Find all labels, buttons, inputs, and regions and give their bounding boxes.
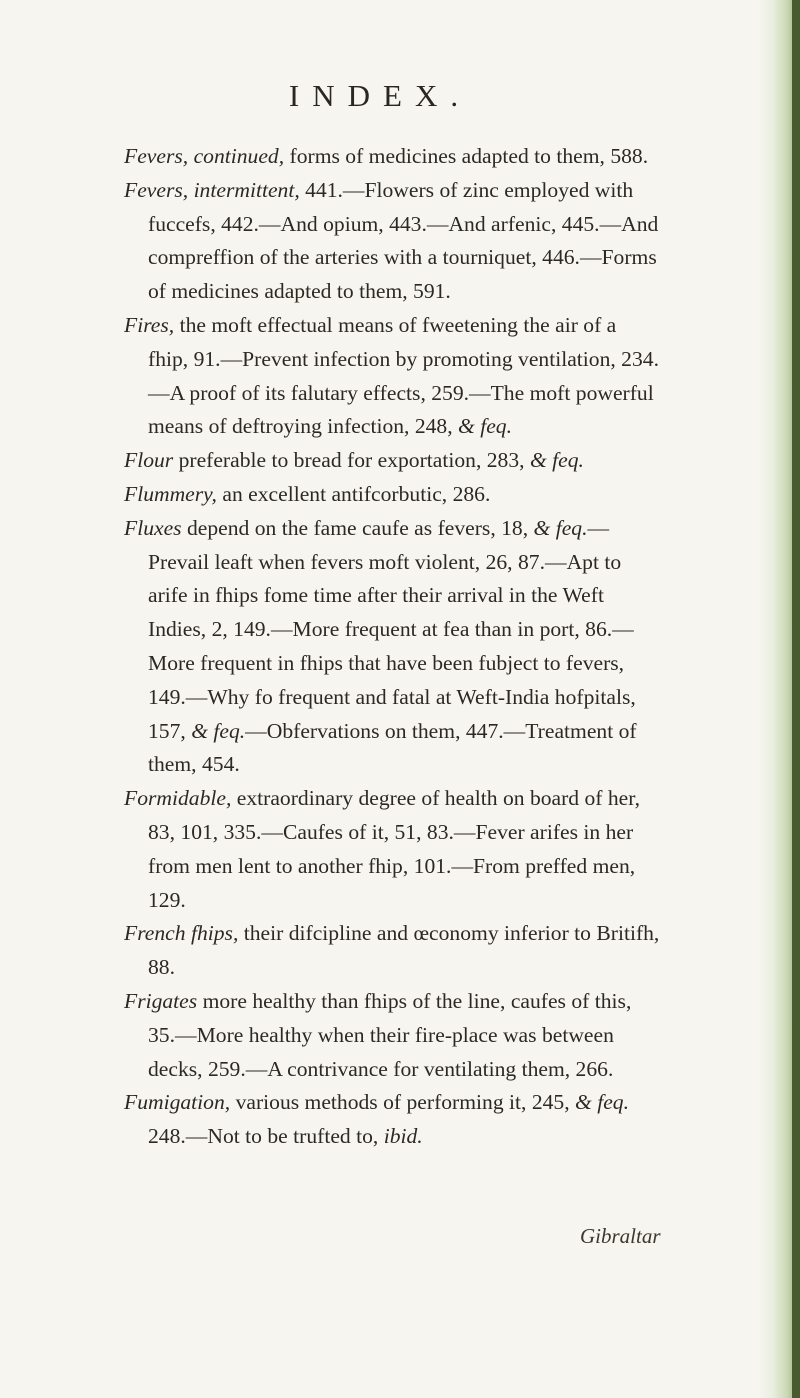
entry-text: an excellent antifcorbutic, 286. — [216, 481, 491, 506]
entry-term: Fires, — [124, 312, 175, 337]
entry-text: forms of medicines adapted to them, 588. — [284, 144, 649, 168]
index-entry — [124, 174, 660, 309]
catchword: Gibraltar — [580, 1224, 661, 1248]
entry-italic-text: ibid. — [383, 1124, 423, 1149]
entry-text: —Prevail leaft when fevers moft violent, 26, 87.—Apt to arife in fhips fome time after their arrival in the Weft Indies, 2, 149.—More frequent at fea than in port, 86.—More frequent in fhips that have been fubject to fevers, 149.—Why fo frequent and fatal at Weft-India hofpitals, 157, — [148, 515, 636, 743]
entry-text: —Obfervations on them, 447.—Treatment of them, 454. — [148, 718, 637, 777]
index-entry — [124, 512, 660, 782]
index-entry — [124, 917, 660, 985]
entry-term: Fevers, — [124, 177, 189, 202]
index-entry — [124, 1086, 660, 1154]
entry-term: Flour — [124, 448, 174, 473]
entry-term: Formidable, — [124, 786, 232, 811]
entry-term: Fluxes — [124, 515, 182, 540]
entry-text: more healthy than fhips of the line, caufes of this, 35.—More healthy when their fire-place was between decks, 259.—A contrivance for ventilating them, 266. — [148, 988, 632, 1081]
entry-italic-text: & feq. — [191, 718, 246, 743]
entry-term: Flummery, — [124, 481, 217, 506]
entry-term: Fevers, — [124, 144, 189, 168]
index-entry — [124, 782, 660, 917]
entry-italic-text: & feq. — [575, 1090, 630, 1115]
entry-text: their difcipline and œconomy inferior to Britifh, 88. — [148, 921, 660, 980]
index-entries — [0, 140, 760, 1154]
entry-italic-text: & feq. — [533, 515, 588, 540]
entry-text: the moft effectual means of fweetening the air of a fhip, 91.—Prevent infection by promoting ventilation, 234.—A proof of its falutary effects, 259.—The moft powerful means of deftroying infection, 248, — [148, 312, 659, 439]
entry-text: extraordinary degree of health on board of her, 83, 101, 335.—Caufes of it, 51, 83.—Fever arifes in her from men lent to another fhip, 101.—From preffed men, 129. — [148, 786, 640, 912]
entry-term: Frigates — [124, 988, 198, 1013]
entry-text: various methods of performing it, 245, — [230, 1090, 576, 1115]
page-header: INDEX. — [288, 78, 472, 113]
entry-text: 441.—Flowers of zinc employed with fuccefs, 442.—And opium, 443.—And arfenic, 445.—And compreffion of the arteries with a tourniquet, 446.—Forms of medicines adapted to them, 591. — [148, 177, 659, 304]
entry-italic-text: continued, — [193, 144, 285, 168]
index-entry — [124, 444, 660, 478]
entry-italic-text: & feq. — [458, 414, 513, 439]
entry-text: depend on the fame caufe as fevers, 18, — [181, 515, 534, 540]
index-entry — [124, 140, 660, 174]
entry-text: preferable to bread for exportation, 283, — [173, 448, 530, 473]
entry-italic-text: & feq. — [529, 448, 584, 473]
entry-italic-text: intermittent, — [193, 177, 300, 202]
entry-term: Fumigation, — [124, 1090, 231, 1115]
index-entry — [124, 985, 660, 1086]
entry-text: 248.—Not to be trufted to, — [148, 1124, 384, 1149]
index-entry — [124, 309, 660, 444]
index-entry — [124, 478, 660, 512]
entry-term: French fhips, — [124, 921, 239, 946]
page-edge — [758, 0, 800, 1398]
